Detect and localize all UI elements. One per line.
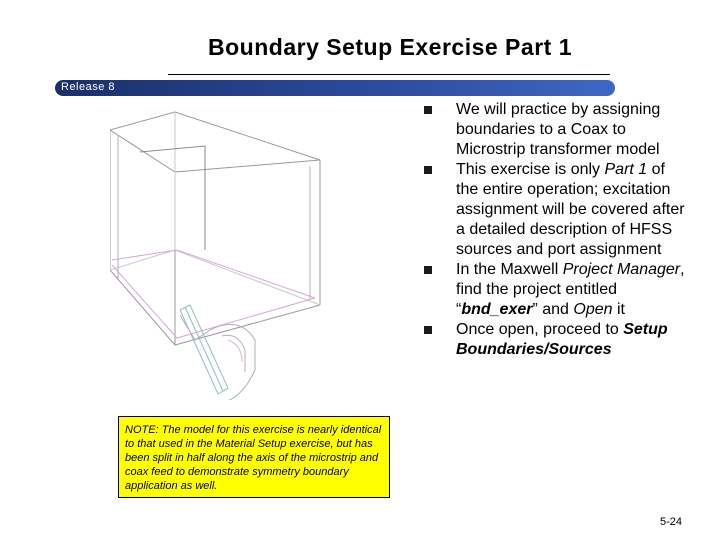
square-bullet-icon bbox=[424, 106, 432, 114]
bullet-item bbox=[424, 100, 688, 160]
bullet-emphasis: Part 1 bbox=[604, 161, 648, 178]
square-bullet-icon bbox=[424, 326, 432, 334]
bullet-list bbox=[424, 100, 688, 360]
page-number: 5-24 bbox=[660, 516, 683, 528]
slide-title: Boundary Setup Exercise Part 1 bbox=[208, 34, 572, 60]
bullet-text: , find the project entitled “ bbox=[456, 261, 685, 318]
square-bullet-icon bbox=[424, 266, 432, 274]
menu-path: Setup Boundaries/Sources bbox=[456, 321, 668, 358]
project-name: bnd_exer bbox=[461, 301, 533, 318]
bullet-text: Once open, proceed to bbox=[456, 321, 624, 338]
release-banner bbox=[55, 80, 615, 96]
square-bullet-icon bbox=[424, 166, 432, 174]
bullet-text: We will practice by assigning boundaries to a Coax to Microstrip transformer model bbox=[456, 101, 661, 158]
bullet-text: This exercise is only bbox=[456, 161, 605, 178]
bullet-item bbox=[424, 260, 688, 320]
bullet-item bbox=[424, 320, 688, 360]
bullet-text: ” and bbox=[532, 301, 574, 318]
bullet-text: of the entire operation; excitation assignment will be covered after a detailed description of HFSS sources and port assignment bbox=[456, 161, 685, 258]
coax-microstrip-model-image bbox=[110, 100, 410, 400]
bullet-text: In the Maxwell bbox=[456, 261, 563, 278]
bullet-text: it bbox=[612, 301, 625, 318]
bullet-emphasis: Open bbox=[573, 301, 613, 318]
model-note-box: NOTE: The model for this exercise is nearly identical to that used in the Material Setup exercise, but has been split in half along the axis of the microstrip and coax feed to demonstrate symmetry boundary application as well. bbox=[118, 416, 390, 498]
release-label: Release 8 bbox=[61, 81, 116, 93]
bullet-emphasis: Project Manager bbox=[562, 261, 681, 278]
bullet-item bbox=[424, 160, 688, 260]
title-underline bbox=[168, 74, 610, 75]
